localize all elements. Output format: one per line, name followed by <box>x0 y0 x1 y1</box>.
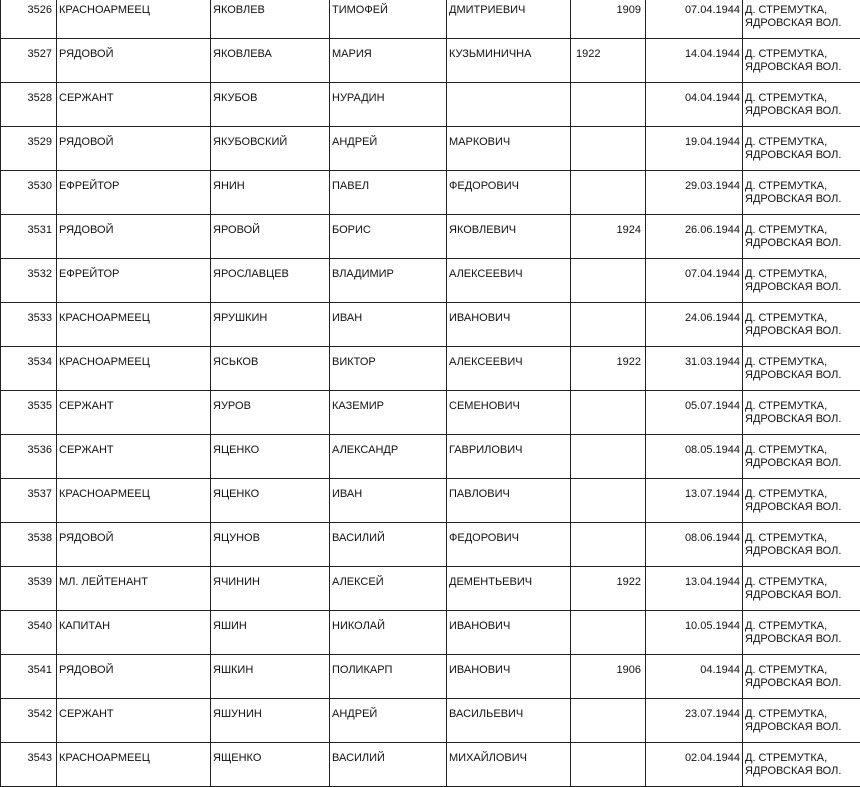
record-number: 3531 <box>1 215 57 259</box>
table-row <box>1 215 860 259</box>
rank-cell: СЕРЖАНТ <box>57 83 211 127</box>
burial-place-cell: Д. СТРЕМУТКА, ЯДРОВСКАЯ ВОЛ. <box>743 127 860 171</box>
burial-place-cell: Д. СТРЕМУТКА, ЯДРОВСКАЯ ВОЛ. <box>743 743 860 787</box>
table-row <box>1 171 860 215</box>
surname-cell: ЯУРОВ <box>211 391 330 435</box>
birth-year-cell: 1906 <box>571 655 646 699</box>
first-name-cell: ВЛАДИМИР <box>330 259 447 303</box>
rank-cell: РЯДОВОЙ <box>57 39 211 83</box>
burial-place-cell: Д. СТРЕМУТКА, ЯДРОВСКАЯ ВОЛ. <box>743 479 860 523</box>
rank-cell: ЕФРЕЙТОР <box>57 171 211 215</box>
rank-cell: КРАСНОАРМЕЕЦ <box>57 347 211 391</box>
surname-cell: ЯРОСЛАВЦЕВ <box>211 259 330 303</box>
first-name-cell: АЛЕКСЕЙ <box>330 567 447 611</box>
patronymic-cell: АЛЕКСЕЕВИЧ <box>447 259 571 303</box>
table-row <box>1 347 860 391</box>
record-number: 3530 <box>1 171 57 215</box>
death-date-cell: 13.07.1944 <box>646 479 743 523</box>
first-name-cell: ВАСИЛИЙ <box>330 523 447 567</box>
patronymic-cell <box>447 83 571 127</box>
death-date-cell: 07.04.1944 <box>646 259 743 303</box>
rank-cell: ЕФРЕЙТОР <box>57 259 211 303</box>
first-name-cell: ТИМОФЕЙ <box>330 0 447 39</box>
surname-cell: ЯРОВОЙ <box>211 215 330 259</box>
table-row <box>1 479 860 523</box>
burial-place-cell: Д. СТРЕМУТКА, ЯДРОВСКАЯ ВОЛ. <box>743 611 860 655</box>
surname-cell: ЯЦЕНКО <box>211 479 330 523</box>
burial-place-cell: Д. СТРЕМУТКА, ЯДРОВСКАЯ ВОЛ. <box>743 215 860 259</box>
first-name-cell: ИВАН <box>330 303 447 347</box>
birth-year-cell <box>571 523 646 567</box>
rank-cell: РЯДОВОЙ <box>57 127 211 171</box>
birth-year-cell <box>571 303 646 347</box>
table-row <box>1 0 860 39</box>
surname-cell: ЯКОВЛЕВ <box>211 0 330 39</box>
patronymic-cell: ПАВЛОВИЧ <box>447 479 571 523</box>
rank-cell: КРАСНОАРМЕЕЦ <box>57 303 211 347</box>
first-name-cell: БОРИС <box>330 215 447 259</box>
first-name-cell: КАЗЕМИР <box>330 391 447 435</box>
burial-place-cell: Д. СТРЕМУТКА, ЯДРОВСКАЯ ВОЛ. <box>743 699 860 743</box>
rank-cell: КРАСНОАРМЕЕЦ <box>57 0 211 39</box>
table-row <box>1 39 860 83</box>
death-date-cell: 05.07.1944 <box>646 391 743 435</box>
burial-place-cell: Д. СТРЕМУТКА, ЯДРОВСКАЯ ВОЛ. <box>743 0 860 39</box>
record-number: 3539 <box>1 567 57 611</box>
birth-year-cell: 1922 <box>571 347 646 391</box>
birth-year-cell <box>571 743 646 787</box>
record-number: 3538 <box>1 523 57 567</box>
birth-year-cell <box>571 259 646 303</box>
rank-cell: МЛ. ЛЕЙТЕНАНТ <box>57 567 211 611</box>
record-number: 3529 <box>1 127 57 171</box>
surname-cell: ЯЦЕНКО <box>211 435 330 479</box>
burial-place-cell: Д. СТРЕМУТКА, ЯДРОВСКАЯ ВОЛ. <box>743 391 860 435</box>
birth-year-cell <box>571 171 646 215</box>
table-row <box>1 699 860 743</box>
rank-cell: РЯДОВОЙ <box>57 523 211 567</box>
death-date-cell: 04.1944 <box>646 655 743 699</box>
patronymic-cell: ИВАНОВИЧ <box>447 611 571 655</box>
record-number: 3542 <box>1 699 57 743</box>
patronymic-cell: ФЕДОРОВИЧ <box>447 523 571 567</box>
first-name-cell: НИКОЛАЙ <box>330 611 447 655</box>
surname-cell: ЯШУНИН <box>211 699 330 743</box>
table-row <box>1 259 860 303</box>
table-row <box>1 127 860 171</box>
record-number: 3528 <box>1 83 57 127</box>
birth-year-cell <box>571 435 646 479</box>
surname-cell: ЯШКИН <box>211 655 330 699</box>
patronymic-cell: ГАВРИЛОВИЧ <box>447 435 571 479</box>
birth-year-cell <box>571 699 646 743</box>
record-number: 3534 <box>1 347 57 391</box>
rank-cell: СЕРЖАНТ <box>57 435 211 479</box>
surname-cell: ЯКОВЛЕВА <box>211 39 330 83</box>
death-date-cell: 02.04.1944 <box>646 743 743 787</box>
rank-cell: КАПИТАН <box>57 611 211 655</box>
birth-year-cell <box>571 83 646 127</box>
patronymic-cell: КУЗЬМИНИЧНА <box>447 39 571 83</box>
burial-place-cell: Д. СТРЕМУТКА, ЯДРОВСКАЯ ВОЛ. <box>743 171 860 215</box>
death-date-cell: 07.04.1944 <box>646 0 743 39</box>
patronymic-cell: МИХАЙЛОВИЧ <box>447 743 571 787</box>
rank-cell: СЕРЖАНТ <box>57 391 211 435</box>
first-name-cell: АНДРЕЙ <box>330 699 447 743</box>
first-name-cell: ПАВЕЛ <box>330 171 447 215</box>
table-row <box>1 391 860 435</box>
patronymic-cell: МАРКОВИЧ <box>447 127 571 171</box>
death-date-cell: 13.04.1944 <box>646 567 743 611</box>
burial-place-cell: Д. СТРЕМУТКА, ЯДРОВСКАЯ ВОЛ. <box>743 303 860 347</box>
patronymic-cell: ФЕДОРОВИЧ <box>447 171 571 215</box>
first-name-cell: МАРИЯ <box>330 39 447 83</box>
rank-cell: КРАСНОАРМЕЕЦ <box>57 479 211 523</box>
first-name-cell: ВИКТОР <box>330 347 447 391</box>
rank-cell: РЯДОВОЙ <box>57 215 211 259</box>
record-number: 3527 <box>1 39 57 83</box>
record-number: 3540 <box>1 611 57 655</box>
record-number: 3535 <box>1 391 57 435</box>
record-number: 3541 <box>1 655 57 699</box>
death-date-cell: 04.04.1944 <box>646 83 743 127</box>
death-date-cell: 14.04.1944 <box>646 39 743 83</box>
surname-cell: ЯРУШКИН <box>211 303 330 347</box>
table-row <box>1 435 860 479</box>
rank-cell: РЯДОВОЙ <box>57 655 211 699</box>
record-number: 3536 <box>1 435 57 479</box>
first-name-cell: ВАСИЛИЙ <box>330 743 447 787</box>
table-row <box>1 523 860 567</box>
record-number: 3526 <box>1 0 57 39</box>
table-row <box>1 83 860 127</box>
surname-cell: ЯКУБОВ <box>211 83 330 127</box>
table-row <box>1 567 860 611</box>
death-date-cell: 10.05.1944 <box>646 611 743 655</box>
rank-cell: СЕРЖАНТ <box>57 699 211 743</box>
burial-place-cell: Д. СТРЕМУТКА, ЯДРОВСКАЯ ВОЛ. <box>743 435 860 479</box>
birth-year-cell: 1924 <box>571 215 646 259</box>
burial-place-cell: Д. СТРЕМУТКА, ЯДРОВСКАЯ ВОЛ. <box>743 655 860 699</box>
patronymic-cell: ДМИТРИЕВИЧ <box>447 0 571 39</box>
birth-year-cell <box>571 479 646 523</box>
surname-cell: ЯНИН <box>211 171 330 215</box>
table-row <box>1 655 860 699</box>
burial-place-cell: Д. СТРЕМУТКА, ЯДРОВСКАЯ ВОЛ. <box>743 39 860 83</box>
surname-cell: ЯЦУНОВ <box>211 523 330 567</box>
death-date-cell: 31.03.1944 <box>646 347 743 391</box>
table-row <box>1 743 860 787</box>
surname-cell: ЯЩЕНКО <box>211 743 330 787</box>
surname-cell: ЯШИН <box>211 611 330 655</box>
burial-place-cell: Д. СТРЕМУТКА, ЯДРОВСКАЯ ВОЛ. <box>743 83 860 127</box>
record-number: 3543 <box>1 743 57 787</box>
patronymic-cell: ЯКОВЛЕВИЧ <box>447 215 571 259</box>
surname-cell: ЯСЬКОВ <box>211 347 330 391</box>
first-name-cell: НУРАДИН <box>330 83 447 127</box>
rank-cell: КРАСНОАРМЕЕЦ <box>57 743 211 787</box>
burial-place-cell: Д. СТРЕМУТКА, ЯДРОВСКАЯ ВОЛ. <box>743 259 860 303</box>
patronymic-cell: СЕМЕНОВИЧ <box>447 391 571 435</box>
death-date-cell: 29.03.1944 <box>646 171 743 215</box>
birth-year-cell <box>571 127 646 171</box>
burial-place-cell: Д. СТРЕМУТКА, ЯДРОВСКАЯ ВОЛ. <box>743 567 860 611</box>
first-name-cell: ИВАН <box>330 479 447 523</box>
birth-year-cell: 1922 <box>571 567 646 611</box>
record-number: 3533 <box>1 303 57 347</box>
first-name-cell: АЛЕКСАНДР <box>330 435 447 479</box>
surname-cell: ЯЧИНИН <box>211 567 330 611</box>
burial-place-cell: Д. СТРЕМУТКА, ЯДРОВСКАЯ ВОЛ. <box>743 523 860 567</box>
table-row <box>1 303 860 347</box>
patronymic-cell: ДЕМЕНТЬЕВИЧ <box>447 567 571 611</box>
record-number: 3537 <box>1 479 57 523</box>
surname-cell: ЯКУБОВСКИЙ <box>211 127 330 171</box>
death-date-cell: 19.04.1944 <box>646 127 743 171</box>
burial-place-cell: Д. СТРЕМУТКА, ЯДРОВСКАЯ ВОЛ. <box>743 347 860 391</box>
patronymic-cell: ИВАНОВИЧ <box>447 655 571 699</box>
first-name-cell: АНДРЕЙ <box>330 127 447 171</box>
death-date-cell: 08.06.1944 <box>646 523 743 567</box>
birth-year-cell <box>571 391 646 435</box>
first-name-cell: ПОЛИКАРП <box>330 655 447 699</box>
patronymic-cell: АЛЕКСЕЕВИЧ <box>447 347 571 391</box>
patronymic-cell: ВАСИЛЬЕВИЧ <box>447 699 571 743</box>
death-date-cell: 23.07.1944 <box>646 699 743 743</box>
death-date-cell: 26.06.1944 <box>646 215 743 259</box>
death-date-cell: 24.06.1944 <box>646 303 743 347</box>
record-number: 3532 <box>1 259 57 303</box>
birth-year-cell: 1909 <box>571 0 646 39</box>
table-body <box>1 0 860 787</box>
birth-year-cell: 1922 <box>571 39 646 83</box>
death-date-cell: 08.05.1944 <box>646 435 743 479</box>
patronymic-cell: ИВАНОВИЧ <box>447 303 571 347</box>
